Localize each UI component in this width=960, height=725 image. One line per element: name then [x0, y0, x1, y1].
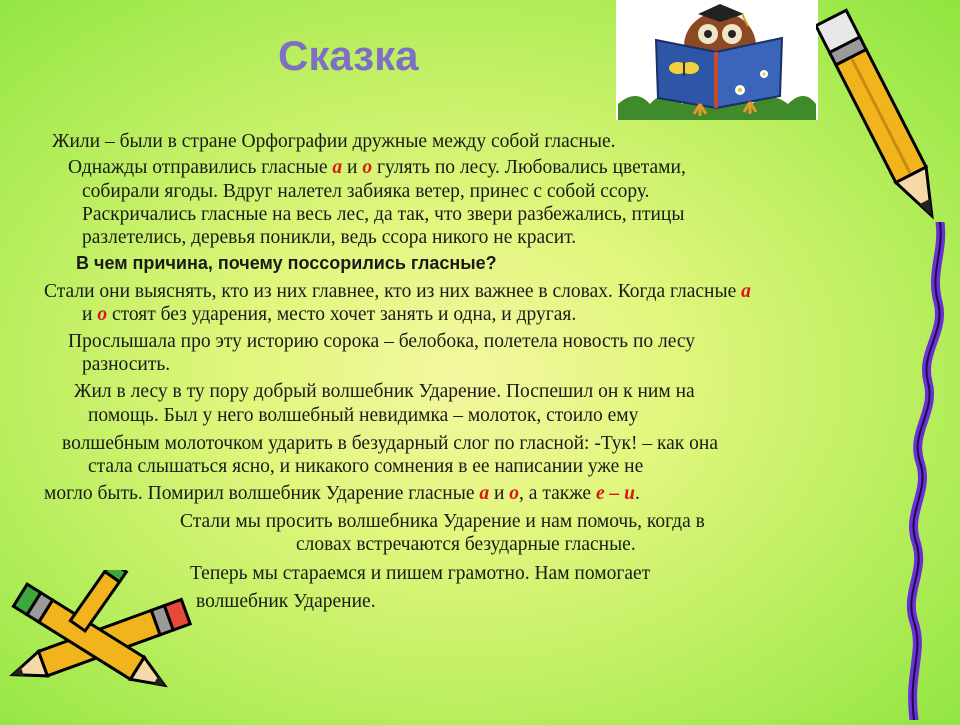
story-line: Жил в лесу в ту пору добрый волшебник Ударение. Поспешил он к ним на — [74, 381, 695, 402]
story-line: Стали они выяснять, кто из них главнее, кто из них важнее в словах. Когда гласные а — [44, 281, 751, 302]
vowel-o: о — [97, 304, 108, 325]
vowel-a: а — [479, 483, 490, 504]
vowel-e: е — [595, 483, 605, 504]
page-title: Сказка — [278, 32, 419, 79]
story-line: Прослышала про эту историю сорока – белобока, полетела новость по лесу — [68, 331, 696, 352]
vowel-o: о — [362, 157, 373, 178]
vowel-o: о — [509, 483, 520, 504]
story-line: Теперь мы стараемся и пишем грамотно. Нам помогает — [190, 563, 651, 584]
pencil-icon — [816, 0, 946, 237]
story-line: помощь. Был у него волшебный невидимка – молоток, стоило ему — [88, 405, 639, 426]
story-line: стала слышаться ясно, и никакого сомнения в ее написании уже не — [88, 456, 644, 477]
vowel-a: а — [332, 157, 343, 178]
story-line: могло быть. Помирил волшебник Ударение гласные а и о, а также е – и. — [44, 483, 640, 504]
story-line: разлетелись, деревья поникли, ведь ссора никого не красит. — [82, 227, 577, 248]
story-line: волшебным молоточком ударить в безударный слог по гласной: -Тук! – как она — [62, 433, 719, 454]
story-line: Стали мы просить волшебника Ударение и нам помочь, когда в — [180, 511, 705, 532]
story-line: Раскричались гласные на весь лес, да так, что звери разбежались, птицы — [82, 204, 685, 225]
story-line: Жили – были в стране Орфографии дружные между собой гласные. — [52, 131, 616, 152]
vowel-a: а — [741, 281, 751, 302]
crossed-pencils-icon — [0, 570, 200, 725]
owl-reading-book-illustration — [616, 0, 818, 120]
story-line: собирали ягоды. Вдруг налетел забияка ветер, принес с собой ссору. — [82, 181, 650, 202]
story-line: словах встречаются безударные гласные. — [296, 534, 636, 555]
story-line: волшебник Ударение. — [196, 591, 376, 612]
story-line: и о стоят без ударения, место хочет занять и одна, и другая. — [82, 304, 577, 325]
story-question: В чем причина, почему поссорились гласные? — [76, 253, 497, 273]
story-line: разносить. — [82, 354, 171, 375]
story-line: Однажды отправились гласные а и о гулять по лесу. Любовались цветами, — [68, 157, 686, 178]
vowel-i: и — [624, 483, 635, 504]
purple-squiggle-decoration — [900, 222, 960, 725]
